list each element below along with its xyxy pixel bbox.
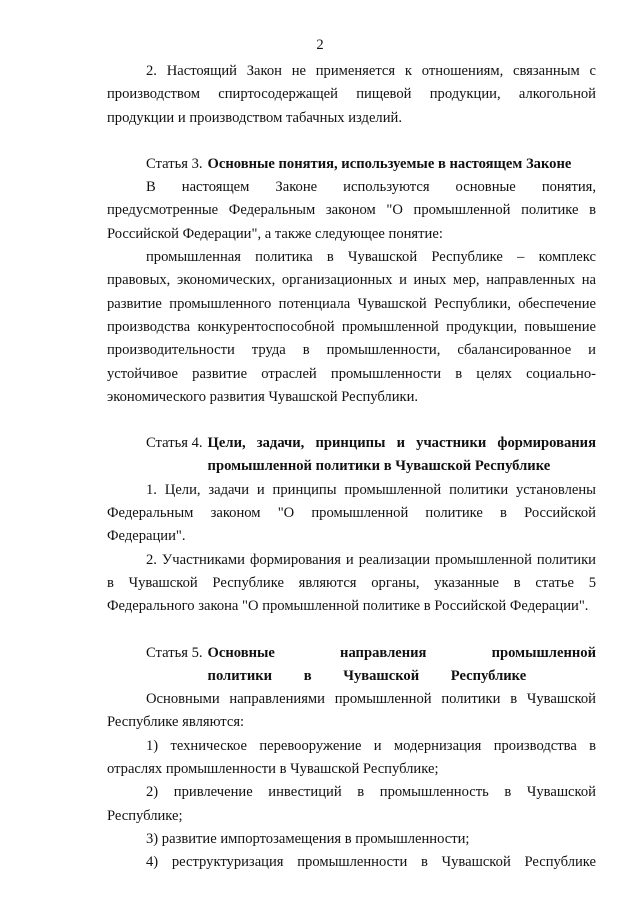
spacer (107, 130, 596, 153)
list-item-2: 2) привлечение инвестиций в промышленность в Чувашской Республике; (107, 784, 596, 824)
article-5-title: Основные направления промышленной политики в Чувашской Республике (207, 644, 596, 684)
article-3-heading (107, 153, 596, 176)
list-item-4: 4) реструктуризация промышленности в Чувашской Республике (146, 854, 596, 871)
paragraph-concepts-intro: В настоящем Законе используются основные понятия, предусмотренные Федеральным законом "О промышленной политике в Российской Федерации", а также следующее понятие: (107, 179, 596, 242)
paragraph-law-scope: 2. Настоящий Закон не применяется к отношениям, связанным с производством спиртосодержащей пищевой продукции, алкогольной продукции и производством табачных изделий. (107, 63, 596, 126)
paragraph-directions-intro: Основными направлениями промышленной политики в Чувашской Республике являются: (107, 691, 596, 731)
spacer (107, 619, 596, 642)
paragraph-industrial-policy-definition: промышленная политика в Чувашской Республике – комплекс правовых, экономических, организационных и иных мер, направленных на развитие промышленного потенциала Чувашской Республики, обеспечение производства конкурентоспособной промышленной продукции, повышение производительности труда в промышленности, сбалансированное и устойчивое развитие отраслей промышленности в целях социально-экономического развития Чувашской Республики. (107, 249, 596, 405)
document-body (107, 60, 596, 875)
article-4-title: Цели, задачи, принципы и участники формирования промышленной политики в Чувашской Республике (207, 435, 596, 475)
spacer (107, 409, 596, 432)
article-4-number: Статья 4. (146, 435, 203, 452)
article-3-title: Основные понятия, используемые в настоящем Законе (207, 155, 572, 172)
article-5-number: Статья 5. (146, 644, 203, 661)
page-number: 2 (316, 37, 324, 53)
article-5-heading (107, 642, 596, 689)
paragraph-goals: 1. Цели, задачи и принципы промышленной политики установлены Федеральным законом "О промышленной политике в Российской Федерации". (107, 481, 596, 545)
list-item-1: 1) техническое перевооружение и модернизация производства в отраслях промышленности в Чувашской Республике; (107, 737, 596, 778)
article-3-number: Статья 3. (146, 155, 203, 172)
list-item-3: 3) развитие импортозамещения в промышленности; (146, 830, 470, 847)
article-4-heading (107, 432, 596, 479)
paragraph-participants: 2. Участниками формирования и реализации промышленной политики в Чувашской Республике являются органы, указанные в статье 5 Федерального закона "О промышленной политике в Российской Федерации". (107, 551, 596, 615)
